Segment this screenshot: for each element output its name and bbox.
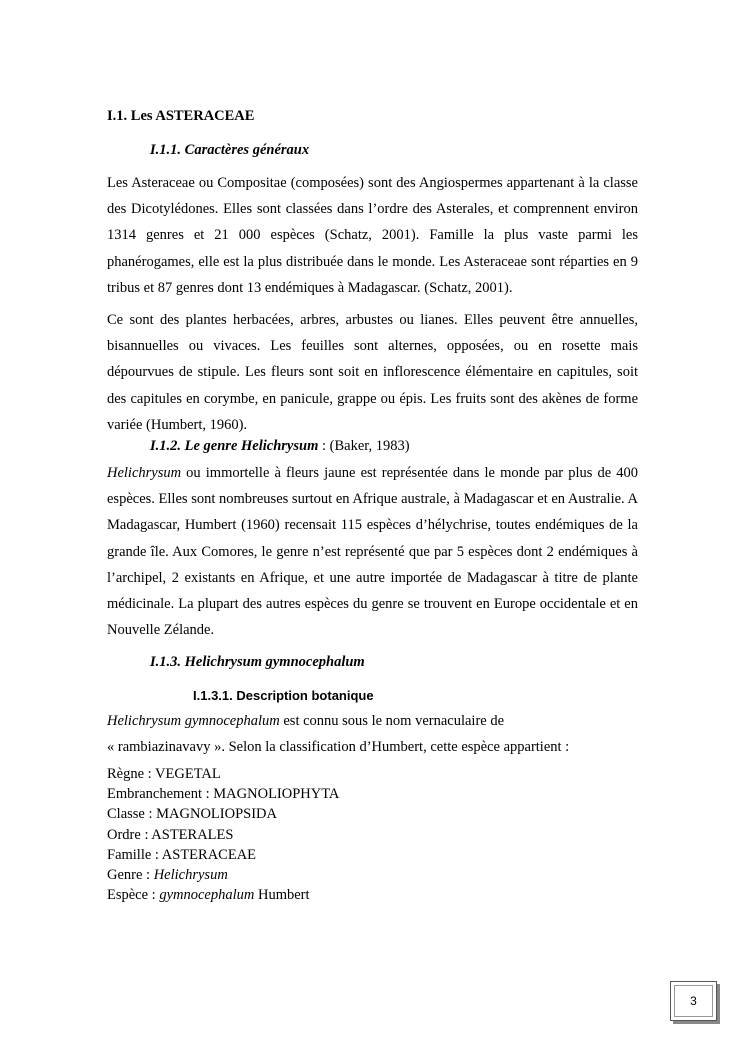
espece-value: gymnocephalum <box>159 887 255 904</box>
genus-name: Helichrysum <box>107 465 182 481</box>
species-vernacular-line <box>107 713 504 730</box>
subsection-heading-species: I.1.3. Helichrysum gymnocephalum <box>150 654 365 670</box>
classification-genre <box>107 865 339 885</box>
subsection-heading-genus <box>150 438 410 455</box>
paragraph-asteraceae-morphology: Ce sont des plantes herbacées, arbres, arbustes ou lianes. Elles peuvent être annuelles, bisannuelles ou vivaces. Les feuilles sont alternes, opposées, ou en rosette mais dépourvues de stipule. Les fleurs sont soit en inflorescence élémentaire en capitules, soit des capitules en corymbe, en panicule, grappe ou épis. Les fruits sont des akènes de forme variée (Humbert, 1960). <box>107 312 638 433</box>
classification-regne: Règne : VEGETAL <box>107 766 221 782</box>
genus-description: ou immortelle à fleurs jaune est représentée dans le monde par plus de 400 espèces. Elles sont nombreuses surtout en Afrique australe, à Madagascar et en Australie. A Madagascar, Humbert (1960) recensait 115 espèces d’hélychrise, toutes endémiques de la grande île. Aux Comores, le genre n’est représenté que par 5 espèces dont 2 endémiques à l’archipel, 2 existants en Afrique, et une autre importée de Madagascar à titre de plante médicinale. La plupart des autres espèces du genre se trouvent en Europe occidentale et en Nouvelle Zélande. <box>107 465 638 639</box>
section-heading: I.1. Les ASTERACEAE <box>107 108 255 124</box>
espece-author: Humbert <box>254 887 310 904</box>
paragraph-helichrysum-genus <box>107 460 638 643</box>
page-number-box <box>670 981 717 1021</box>
classification-famille: Famille : ASTERACEAE <box>107 846 257 863</box>
species-classification-intro: « rambiazinavavy ». Selon la classification d’Humbert, cette espèce appartient : <box>107 739 570 755</box>
classification-ordre: Ordre : ASTERALES <box>107 826 234 843</box>
paragraph-asteraceae-classification: Les Asteraceae ou Compositae (composées) sont des Angiospermes appartenant à la classe des Dicotylédones. Elles sont classées dans l’ordre des Asterales, et comprennent environ 1314 genres et 21 000 espèces (Schatz, 2001). Famille la plus vaste parmi les phanérogames, elle est la plus distribuée dans le monde. Les Asteraceae sont réparties en 9 tribus et 87 genres dont 13 endémiques à Madagascar. (Schatz, 2001). <box>107 175 638 296</box>
genre-value: Helichrysum <box>153 867 228 884</box>
classification-espece <box>107 885 339 905</box>
genus-heading-title: I.1.2. Le genre Helichrysum <box>150 438 319 454</box>
espece-label: Espèce : <box>107 887 160 904</box>
classification-classe: Classe : MAGNOLIOPSIDA <box>107 806 277 823</box>
genus-heading-reference: : (Baker, 1983) <box>318 438 410 454</box>
species-name: Helichrysum gymnocephalum <box>107 713 280 729</box>
subsubsection-heading-botanical: I.1.3.1. Description botanique <box>193 688 374 703</box>
genre-label: Genre : <box>107 867 154 884</box>
species-vernacular-text: est connu sous le nom vernaculaire de <box>279 713 505 729</box>
page-number: 3 <box>690 994 697 1008</box>
classification-embranchement: Embranchement : MAGNOLIOPHYTA <box>107 786 340 803</box>
subsection-heading-general: I.1.1. Caractères généraux <box>150 142 310 158</box>
classification-list <box>107 764 339 905</box>
